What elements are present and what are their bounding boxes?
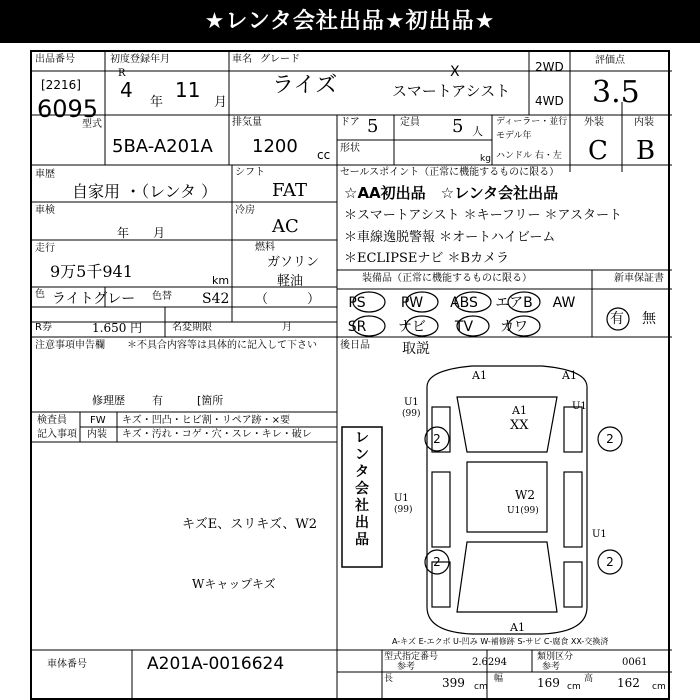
- entry-label: 記入事項: [37, 429, 77, 440]
- shift-label: シフト: [235, 167, 265, 178]
- tire-tl: 2: [433, 432, 441, 446]
- damage-note-2: Wキャップキズ: [192, 577, 276, 591]
- color-value: ライトグレー: [52, 291, 136, 307]
- model-spec-value: 2.6294: [472, 657, 507, 668]
- fuel-diesel: 軽油: [277, 274, 304, 289]
- kg-unit: kg: [480, 154, 491, 164]
- capacity-unit: 人: [472, 125, 483, 138]
- dmg-u1-left: U1: [394, 493, 409, 504]
- color-label: 色: [35, 289, 45, 300]
- banner: ★レンタ会社出品★初出品★: [0, 0, 700, 43]
- door-label: ドア: [340, 117, 360, 128]
- width-value: 169: [537, 676, 560, 690]
- length-unit: cm: [474, 682, 488, 692]
- fuel-gasoline: ガソリン: [267, 255, 320, 270]
- dmg-u1-right: U1: [592, 529, 607, 540]
- mileage-label: 走行: [35, 243, 55, 254]
- dmg-u1-left-sub: (99): [394, 505, 413, 515]
- score-value: 3.5: [592, 75, 640, 110]
- reg-year: 4: [120, 78, 133, 102]
- car-name: ライズ: [272, 73, 338, 98]
- interior-label: 内装: [634, 117, 654, 128]
- interior-grade: B: [636, 136, 656, 166]
- height-label: 高: [584, 674, 594, 684]
- sales-line-4: ＊ECLIPSEナビ ＊Bカメラ: [344, 251, 510, 266]
- capacity-label: 定員: [400, 117, 420, 128]
- displacement-label: 排気量: [232, 117, 262, 128]
- lot-small: [2216]: [41, 78, 81, 92]
- score-label: 評価点: [595, 55, 625, 66]
- car-name-label: 車名: [232, 54, 252, 65]
- model-label: 型式: [82, 119, 102, 130]
- cooler-label: 冷房: [235, 205, 255, 216]
- mileage-value: 9万5千941: [50, 262, 133, 281]
- shape-label: 形状: [340, 143, 360, 154]
- sales-label: セールスポイント（正常に機能するものに限る）: [340, 167, 560, 178]
- equip-tv: TV: [454, 319, 474, 335]
- color-change-label: 色替: [152, 291, 172, 302]
- fw-items: キズ・凹凸・ヒビ割・リペア跡・×要: [122, 415, 290, 426]
- equip-abs: ABS: [450, 295, 478, 311]
- dmg-a1-top-right: A1: [562, 369, 577, 382]
- equip-sr: SR: [347, 319, 367, 335]
- tire-bl: 2: [433, 555, 441, 569]
- damage-legend: A-キズ E-エクボ U-凹み W-補修跡 S-サビ C-腐食 XX-交換済: [392, 637, 609, 646]
- warranty-label: 新車保証書: [614, 273, 664, 284]
- history-value: 自家用 ・（レンタ ）: [72, 182, 218, 201]
- handle-label: ハンドル 右・左: [496, 151, 562, 161]
- height-unit: cm: [652, 682, 666, 692]
- class-label: 類別区分: [537, 652, 574, 662]
- first-reg-label: 初度登録年月: [110, 54, 170, 65]
- dealer-label: ディーラー・並行: [496, 117, 568, 127]
- grade-line1: X: [450, 64, 460, 80]
- warranty-no: 無: [642, 311, 656, 327]
- doors-value: 5: [367, 116, 379, 137]
- name-change-label: 名変期限: [172, 322, 212, 333]
- equip-navi: ナビ: [398, 319, 426, 335]
- displacement-value: 1200: [252, 136, 298, 157]
- shift-value: FAT: [272, 180, 307, 201]
- dmg-u1-top-left: U1: [404, 397, 419, 408]
- km-unit: km: [212, 274, 230, 287]
- inspection-label: 車検: [35, 205, 55, 216]
- width-label: 幅: [494, 674, 504, 684]
- width-unit: cm: [567, 682, 581, 692]
- interior-items: キズ・汚れ・コゲ・穴・スレ・キレ・破レ: [122, 429, 312, 440]
- grade-line2: スマートアシスト: [392, 82, 511, 100]
- r-ticket-value: 1.650 円: [92, 321, 143, 335]
- color-code: S42: [202, 291, 230, 307]
- fw-label: FW: [90, 415, 106, 426]
- model-year-label: モデル年: [496, 131, 532, 141]
- height-value: 162: [617, 676, 640, 690]
- sales-line-1: ☆AA初出品 ☆レンタ会社出品: [344, 184, 559, 202]
- notes-desc: ＊不具合内容等は具体的に記入して下さい: [127, 340, 317, 351]
- fuel-other: （ ）: [255, 292, 321, 307]
- sales-line-3: ＊車線逸脱警報 ＊オートハイビーム: [344, 230, 556, 245]
- fuel-label: 燃料: [255, 242, 275, 253]
- class-value: 0061: [622, 657, 648, 668]
- model-spec-label: 型式指定番号: [384, 652, 439, 662]
- interior-check-label: 内装: [87, 429, 107, 440]
- after-sale-item: 取説: [402, 341, 430, 357]
- dmg-xx-hood: XX: [510, 418, 529, 433]
- dmg-a1-bottom: A1: [510, 621, 525, 634]
- exterior-label: 外装: [584, 117, 604, 128]
- r-ticket-label: R券: [35, 322, 52, 333]
- repair-label: 修理歴: [92, 394, 125, 407]
- exterior-grade: C: [588, 136, 608, 166]
- class-ref: 参考: [542, 662, 561, 672]
- reg-year-suffix: 年: [150, 95, 164, 110]
- inspection-year-month: 年 月: [117, 226, 166, 240]
- inspector-label: 検査員: [37, 415, 67, 426]
- equip-pw: PW: [400, 295, 424, 311]
- dmg-u1-top-right: U1: [572, 401, 587, 412]
- lot-number: 6095: [37, 95, 99, 123]
- reg-month-suffix: 月: [214, 95, 228, 110]
- notes-label: 注意事項申告欄: [35, 340, 105, 351]
- equip-ps: PS: [348, 295, 366, 311]
- chassis-no-value: A201A-0016624: [147, 654, 285, 674]
- dmg-u1-roof: U1(99): [507, 506, 539, 516]
- dmg-a1-hood: A1: [512, 404, 527, 417]
- 2wd-label: 2WD: [535, 60, 564, 74]
- dmg-w2-roof: W2: [515, 488, 535, 502]
- equip-airbag: エアB: [495, 295, 533, 311]
- reg-prefix: R: [118, 68, 126, 79]
- length-label: 長: [384, 674, 394, 684]
- dmg-u1-top-left-sub: (99): [402, 409, 421, 419]
- repair-location: [箇所: [197, 394, 224, 407]
- repair-has: 有: [152, 394, 163, 407]
- grade-label: グレード: [260, 54, 300, 65]
- 4wd-label: 4WD: [535, 94, 564, 108]
- lot-label: 出品番号: [35, 54, 75, 65]
- name-change-month: 月: [282, 322, 292, 333]
- equipment-label: 装備品（正常に機能するものに限る）: [362, 273, 532, 284]
- rental-vertical-label: レンタ会社出品: [355, 430, 369, 548]
- after-sale-label: 後日品: [340, 340, 370, 351]
- model-spec-ref: 参考: [397, 662, 416, 672]
- damage-note-1: キズE、スリキズ、W2: [182, 517, 317, 532]
- model-value: 5BA-A201A: [112, 136, 213, 157]
- equip-leather: カワ: [500, 319, 528, 335]
- warranty-yes: 有: [610, 311, 624, 327]
- chassis-no-label: 車体番号: [47, 659, 87, 670]
- history-label: 車歴: [35, 169, 55, 180]
- equip-aw: AW: [552, 295, 576, 311]
- auction-sheet: [30, 50, 670, 700]
- dmg-a1-top-left: A1: [472, 369, 487, 382]
- sales-line-2: ＊スマートアシスト ＊キーフリー ＊アスタート: [344, 208, 623, 223]
- cooler-value: AC: [272, 216, 299, 237]
- capacity-value: 5: [452, 116, 464, 137]
- tire-tr: 2: [606, 432, 614, 446]
- cc-unit: cc: [317, 148, 331, 162]
- reg-month: 11: [175, 78, 201, 102]
- length-value: 399: [442, 676, 465, 690]
- tire-br: 2: [606, 555, 614, 569]
